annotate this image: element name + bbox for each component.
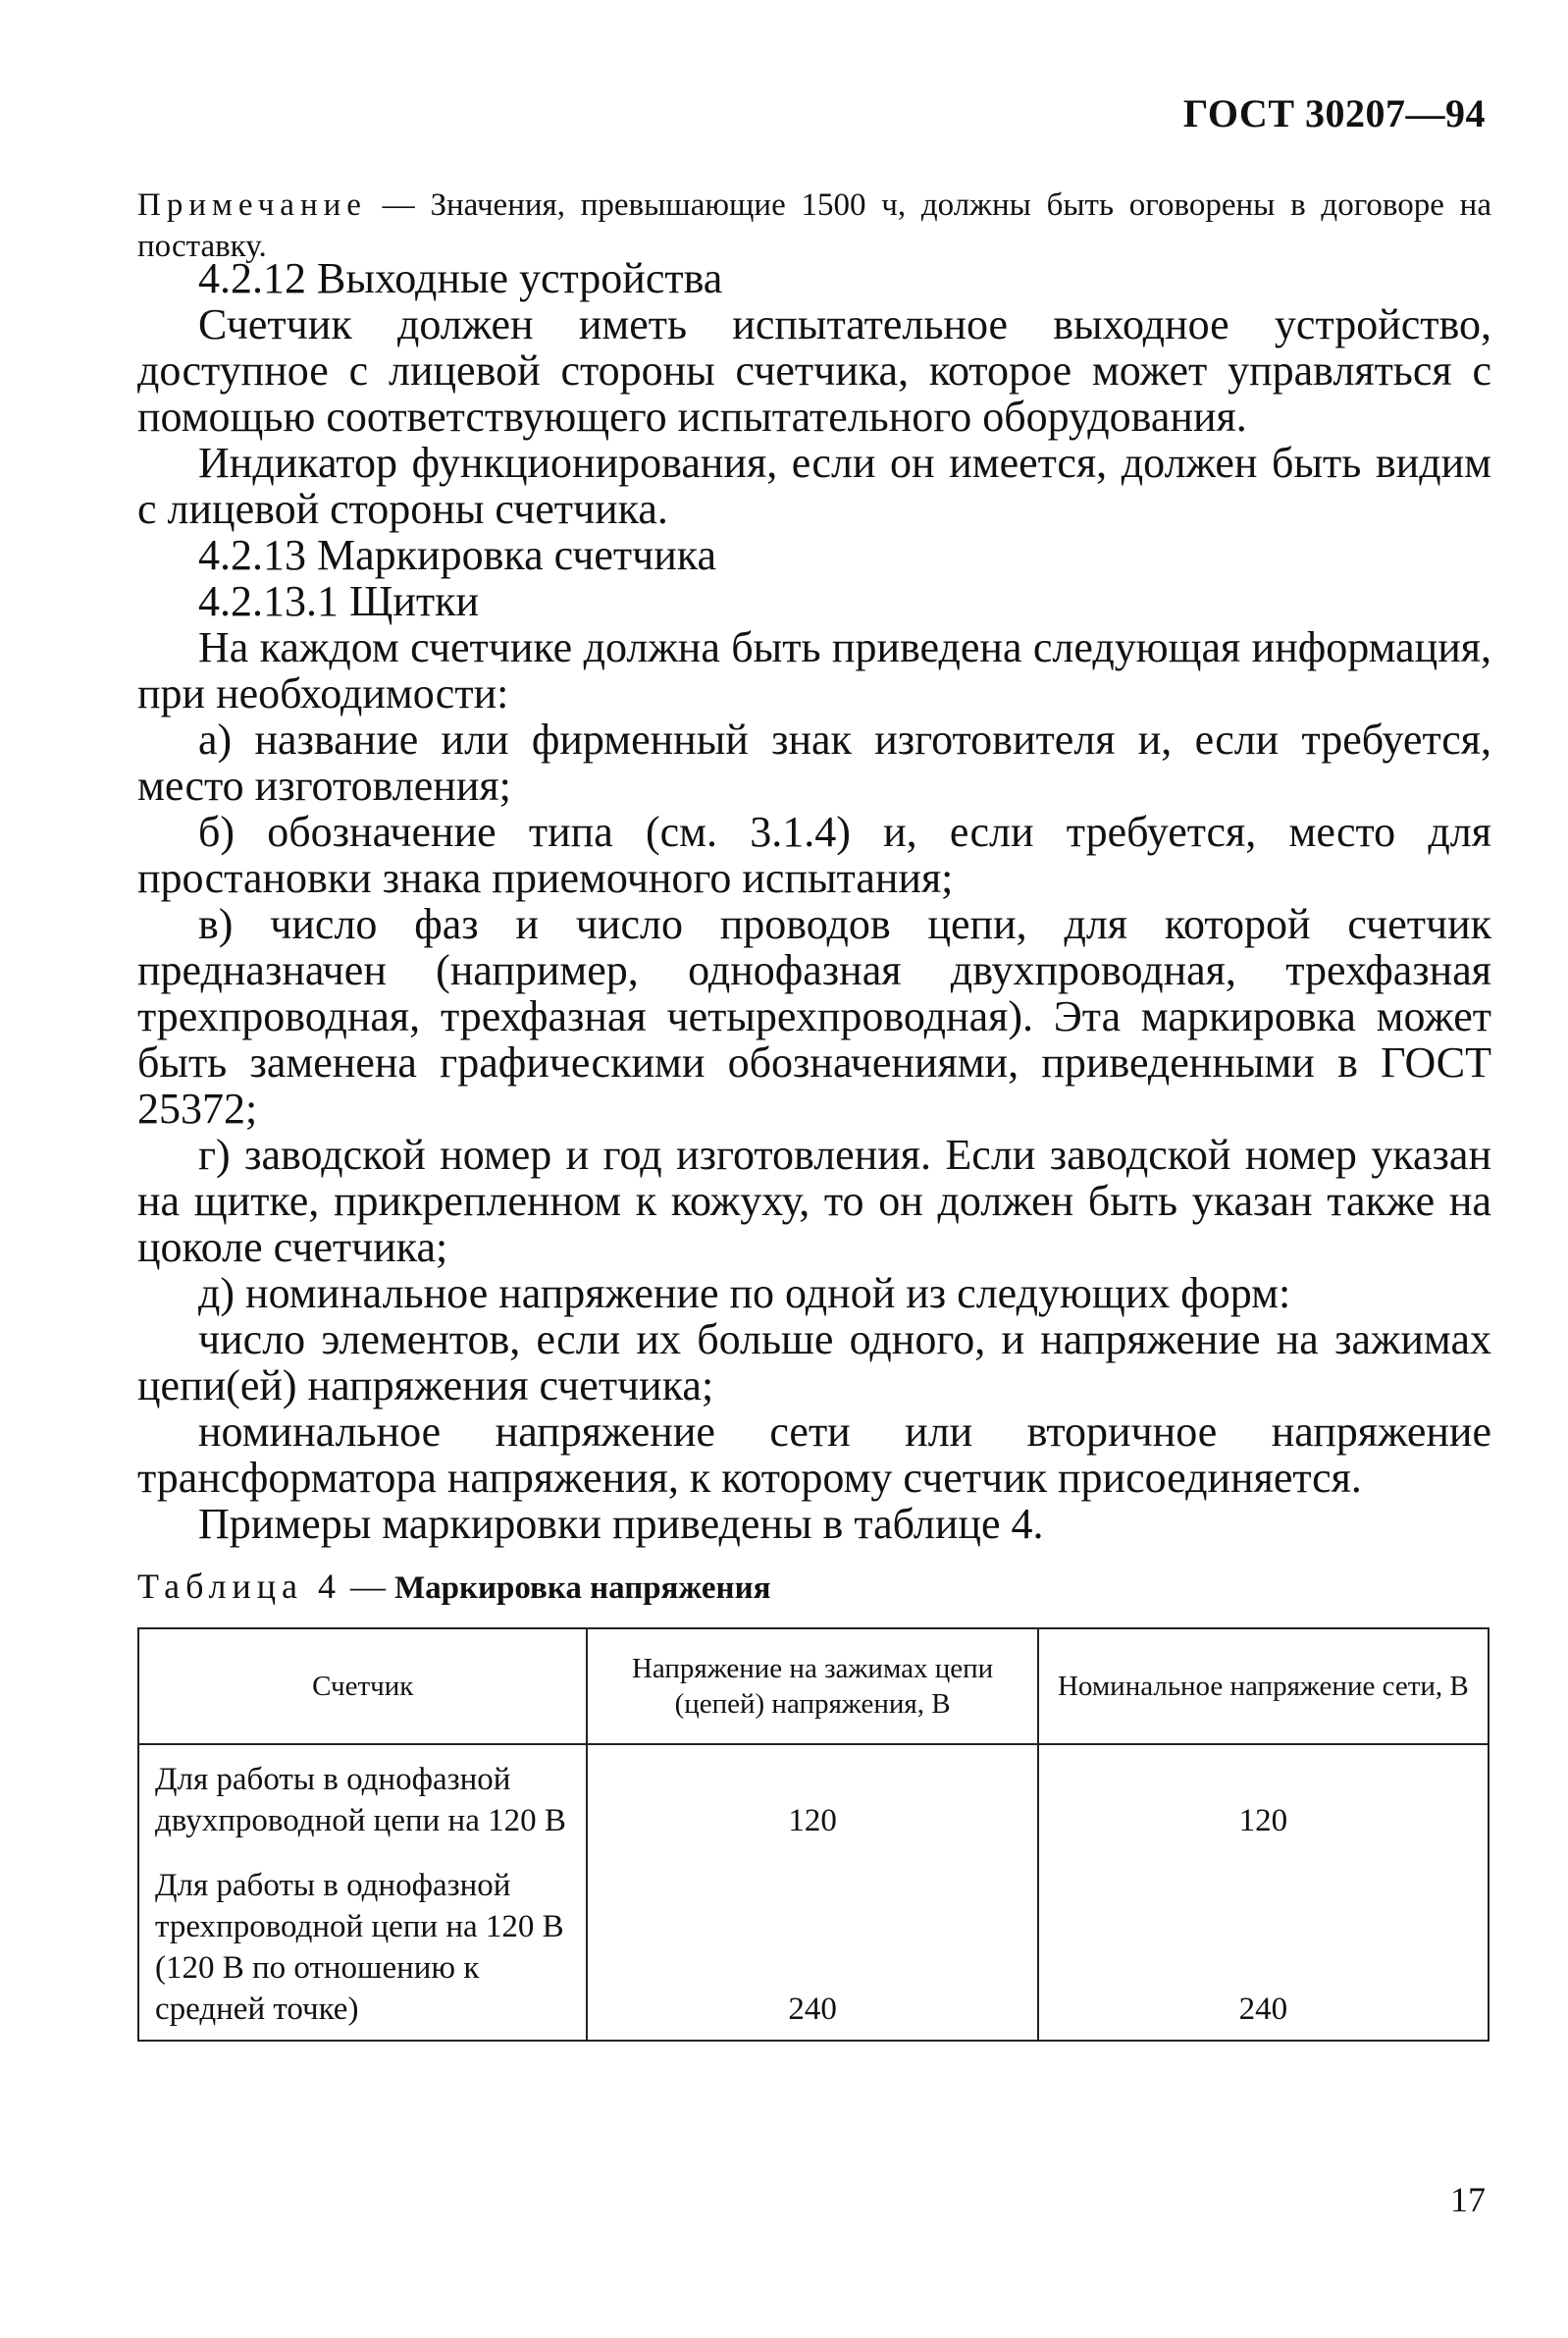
paragraph: число элементов, если их больше одного, и напряжение на зажимах цепи(ей) напряжения счетчика; (137, 1315, 1491, 1409)
column-header-terminal-voltage: Напряжение на зажимах цепи (цепей) напряжения, В (587, 1628, 1037, 1744)
section-heading-4-2-13-1: 4.2.13.1 Щитки (198, 577, 480, 625)
table-row (138, 1744, 1489, 1851)
paragraph: Примеры маркировки приведены в таблице 4. (198, 1500, 1044, 1548)
list-item-g: г) заводской номер и год изготовления. Если заводской номер указан на щитке, прикрепленном к кожуху, то он должен быть указан также на цоколе счетчика; (137, 1131, 1491, 1271)
table-caption-title: Маркировка напряжения (393, 1570, 771, 1606)
table-caption-dash: — (340, 1567, 394, 1606)
table-cell: Для работы в однофазной трехпроводной цепи на 120 В (120 В по отношению к средней точке) (138, 1851, 587, 2041)
table-row (138, 1851, 1489, 2041)
table-cell: 120 (1038, 1744, 1489, 1851)
list-item-v: в) число фаз и число проводов цепи, для которой счетчик предназначен (например, однофазная двухпроводная, трехфазная трехпроводная, трехфазная четырехпроводная). Эта маркировка может быть заменена графическими обозначениями, приведенными в ГОСТ 25372; (137, 900, 1491, 1133)
list-item-d: д) номинальное напряжение по одной из следующих форм: (198, 1269, 1291, 1317)
paragraph: номинальное напряжение сети или вторичное напряжение трансформатора напряжения, к которому счетчик присоединяется. (137, 1408, 1491, 1502)
table-cell: 240 (587, 1851, 1037, 2041)
table-caption (137, 1566, 770, 1607)
standard-code-header: ГОСТ 30207—94 (1182, 91, 1486, 135)
page-number: 17 (1450, 2180, 1486, 2219)
column-header-meter: Счетчик (138, 1628, 587, 1744)
note-label: Примечание (137, 187, 367, 223)
section-heading-4-2-12: 4.2.12 Выходные устройства (198, 254, 723, 302)
list-item-b: б) обозначение типа (см. 3.1.4) и, если требуется, место для простановки знака приемочного испытания; (137, 808, 1491, 902)
list-item-a: а) название или фирменный знак изготовителя и, если требуется, место изготовления; (137, 716, 1491, 810)
paragraph: Индикатор функционирования, если он имеется, должен быть видим с лицевой стороны счетчика. (137, 439, 1491, 533)
section-heading-4-2-13: 4.2.13 Маркировка счетчика (198, 531, 717, 579)
voltage-marking-table (137, 1627, 1490, 2042)
paragraph: На каждом счетчике должна быть приведена следующая информация, при необходимости: (137, 623, 1491, 717)
paragraph: Счетчик должен иметь испытательное выходное устройство, доступное с лицевой стороны счетчика, которое может управляться с помощью соответствующего испытательного оборудования. (137, 300, 1491, 441)
table-header-row (138, 1628, 1489, 1744)
table-cell: 120 (587, 1744, 1037, 1851)
table-cell: 240 (1038, 1851, 1489, 2041)
table-cell: Для работы в однофазной двухпроводной цепи на 120 В (138, 1744, 587, 1851)
column-header-rated-voltage: Номинальное напряжение сети, В (1038, 1628, 1489, 1744)
note-text: — Значения, превышающие 1500 ч, должны быть оговорены в договоре на поставку. (137, 187, 1491, 264)
body-text (137, 255, 1491, 1547)
table-caption-label: Таблица 4 (137, 1567, 341, 1606)
